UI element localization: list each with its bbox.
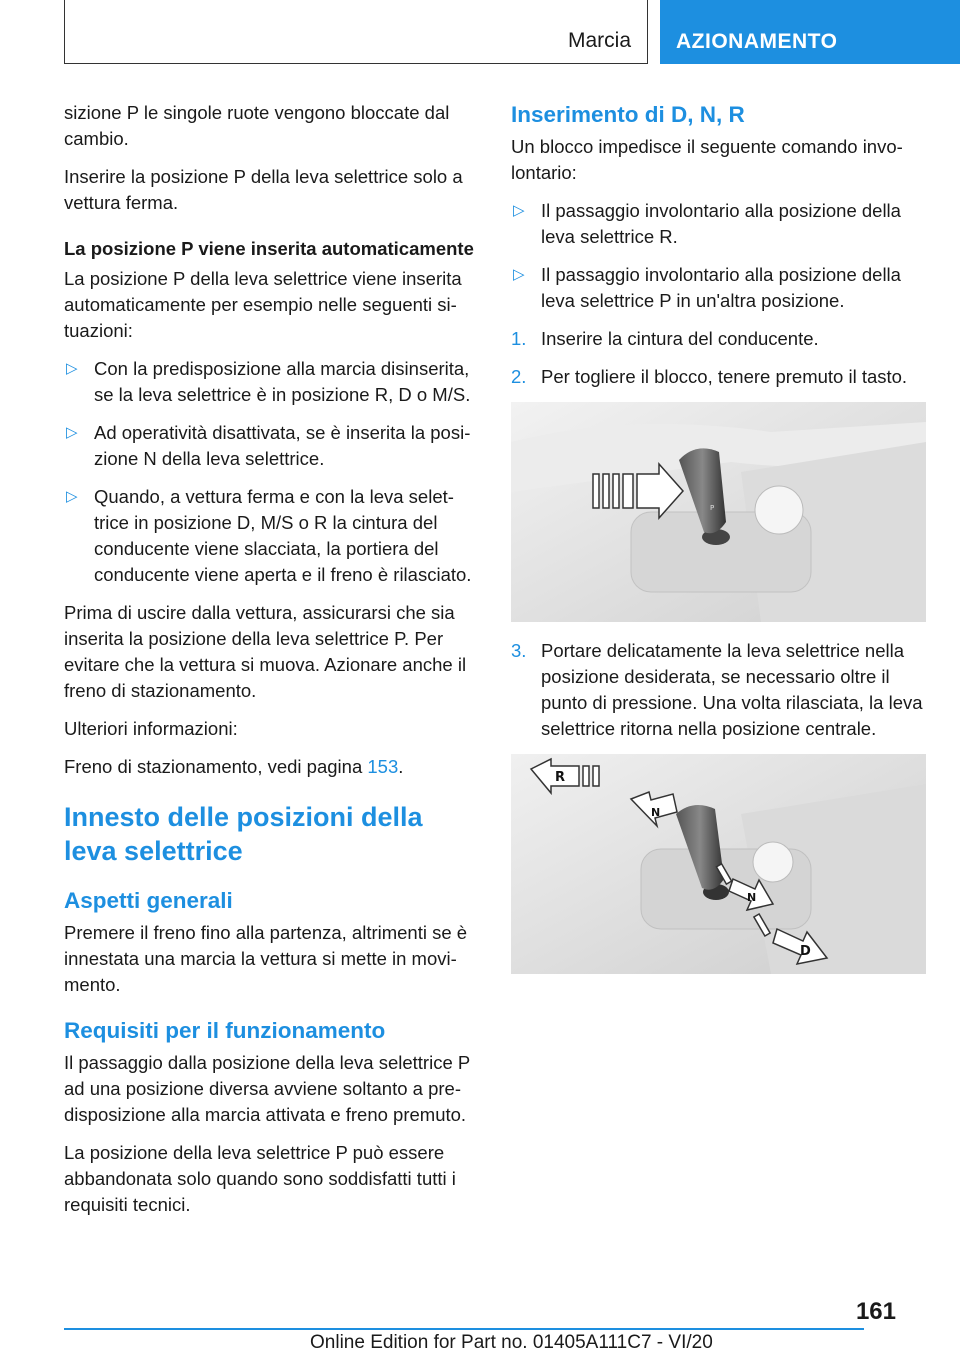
step-number: 1. [511,328,527,349]
section-title: Marcia [567,29,631,52]
paragraph: Il passaggio dalla posizione della leva selettrice P ad una posizione diversa avviene soltanto a predisposizione alla marcia attivata e freno premuto. [64,1052,470,1125]
step-item: 2. Per togliere il blocco, tenere premuto il tasto. [511,364,926,390]
step-number: 2. [511,366,527,387]
label-n-down: N [747,891,757,904]
triangle-bullet-icon: ▷ [513,266,525,283]
paragraph: La posizione della leva selettrice P può essere abbandonata solo quando sono soddisfatti tutti i requisiti tecnici. [64,1142,456,1215]
label-r: R [555,770,566,785]
page-number: 161 [855,1298,896,1325]
selector-lever-illustration [511,402,926,622]
list-item: ▷ Quando, a vettura ferma e con la leva selettrice in posizione D, M/S o R la cintura del conducente viene slacciata, la portiera del conducente viene aperta e il freno è rilasciato. [66,486,472,585]
lever-positions-illustration [511,754,926,974]
paragraph: Prima di uscire dalla vettura, assicurarsi che sia inserita la posizione della leva selettrice P. Per evitare che la vettura si muova. Azionare anche il freno di stazionamento. [64,602,467,701]
list-item: ▷ Il passaggio involontario alla posizione della leva selettrice R. [513,200,901,247]
chapter-title: AZIONAMENTO [676,30,838,53]
main-heading: Innesto delle posizioni della leva selettrice [64,802,423,866]
right-column [511,100,926,990]
heading-general: Aspetti generali [64,888,233,913]
paragraph: La posizione P della leva selettrice viene inserita automaticamente per esempio nelle seguenti situazioni: [64,268,462,341]
header-section-box [64,0,648,64]
figure-lever-positions [511,754,926,974]
heading-insert-dnr: Inserimento di D, N, R [511,102,745,127]
page-link[interactable]: 153 [367,756,399,777]
paragraph-with-link: Freno di stazionamento, vedi pagina 153. [64,756,404,777]
header-chapter-box [660,0,960,64]
paragraph: Premere il freno fino alla partenza, altrimenti se è innestata una marcia la vettura si mette in movimento. [64,922,468,995]
paragraph: sizione P le singole ruote vengono bloccate dal cambio. [64,102,450,149]
step-number: 3. [511,640,527,661]
triangle-bullet-icon: ▷ [66,488,78,505]
triangle-bullet-icon: ▷ [66,360,78,377]
bullet-list [64,356,479,588]
step-list [511,326,926,390]
label-n-up: N [651,806,661,819]
figure-selector-lever-button [511,402,926,622]
triangle-bullet-icon: ▷ [513,202,525,219]
bullet-list [511,198,926,314]
left-column [64,100,479,1230]
svg-text:P: P [710,504,715,512]
list-item: ▷ Il passaggio involontario alla posizione della leva selettrice P in un'altra posizione. [513,264,901,311]
label-d: D [800,944,811,959]
triangle-bullet-icon: ▷ [66,424,78,441]
footer-divider [64,1328,864,1330]
step-item: 1. Inserire la cintura del conducente. [511,326,926,352]
list-item: ▷ Con la predisposizione alla marcia disinserita, se la leva selettrice è in posizione R, D o M/S. [66,358,471,405]
paragraph: Ulteriori informazioni: [64,718,238,739]
paragraph: Un blocco impedisce il seguente comando involontario: [511,136,903,183]
edition-text: Online Edition for Part no. 01405A111C7 - VI/20 [310,1332,713,1353]
step-list-continued [511,638,926,742]
list-item: ▷ Ad operatività disattivata, se è inserita la posizione N della leva selettrice. [66,422,471,469]
step-item: 3. Portare delicatamente la leva selettrice nella posizione desiderata, se necessario oltre il punto di pressione. Una volta rilasciata, la leva selettrice ritorna nella posizione centrale. [511,640,923,739]
paragraph: Inserire la posizione P della leva selettrice solo a vettura ferma. [64,166,463,213]
subheading-auto-p: La posizione P viene inserita automaticamente [64,238,474,259]
heading-requirements: Requisiti per il funzionamento [64,1018,386,1043]
